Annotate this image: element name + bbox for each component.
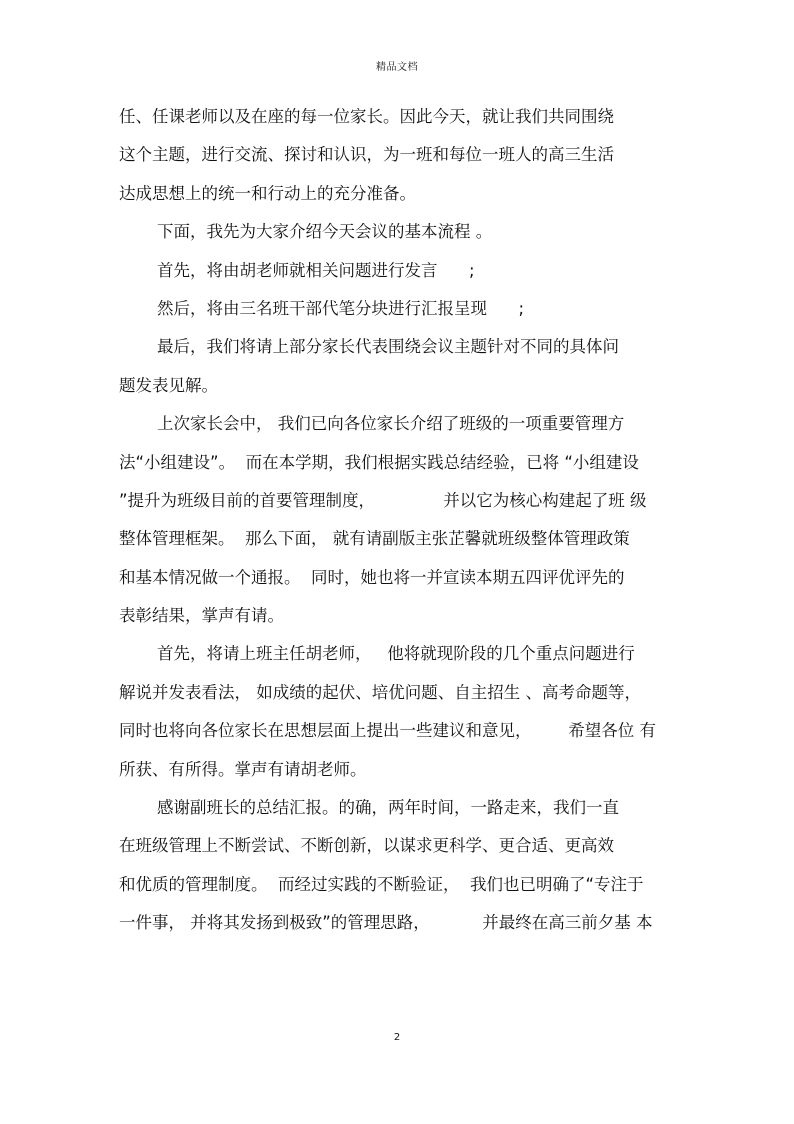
text-line: 和基本情况做一个通报。 同时，她也将一并宣读本期五四评优评先的 [119,567,625,587]
text-line: 题发表见解。 [119,375,218,395]
paragraph [119,219,679,257]
text-line: 法“小组建设”。 而在本学期，我们根据实践总结经验，已将 “小组建设 [119,452,639,472]
text-line: 上次家长会中， 我们已向各位家长介绍了班级的一项重要管理方 [157,414,625,434]
text-line: 表彰结果，掌声有请。 [119,606,284,626]
paragraph [119,258,679,296]
text-line: ”提升为班级目前的首要管理制度， 并以它为核心构建起了班 级 [119,490,647,510]
text-line: 一件事， 并将其发扬到极致”的管理思路， 并最终在高三前夕基 本 [119,913,653,933]
paragraph [119,296,679,334]
text-line: 最后，我们将请上部分家长代表围绕会议主题针对不同的具体问 [157,337,619,357]
paragraph [119,641,679,795]
text-line: 感谢副班长的总结汇报。的确，两年时间，一路走来，我们一直 [157,798,619,818]
text-line: 达成思想上的统一和行动上的充分准备。 [119,183,416,203]
text-line: 首先，将请上班主任胡老师， 他将就现阶段的几个重点问题进行 [157,644,635,664]
page-header: 精品文档 [376,62,418,73]
text-line: 在班级管理上不断尝试、不断创新，以谋求更科学、更合适、更高效 [119,836,614,856]
document-body [119,104,679,949]
paragraph [119,104,679,219]
text-line: 整体管理框架。 那么下面， 就有请副版主张芷馨就班级整体管理政策 [119,529,630,549]
text-line: 解说并发表看法， 如成绩的起伏、培优问题、自主招生 、高考命题等， [119,682,641,702]
page-number: 2 [393,1032,401,1043]
text-line: 首先，将由胡老师就相关问题进行发言 ; [157,260,475,280]
text-line: 然后，将由三名班干部代笔分块进行汇报呈现 ; [157,298,525,318]
paragraph [119,334,679,411]
text-line: 和优质的管理制度。 而经过实践的不断验证， 我们也已明确了“专注于 [119,874,644,894]
text-line: 同时也将向各位家长在思想层面上提出一些建议和意见， 希望各位 有 [119,721,656,741]
paragraph [119,795,679,949]
text-line: 任、任课老师以及在座的每一位家长。因此今天，就让我们共同围绕 [119,107,614,126]
paragraph [119,411,679,641]
text-line: 所获、有所得。掌声有请胡老师。 [119,759,367,779]
text-line: 下面，我先为大家介绍今天会议的基本流程 。 [157,222,493,242]
text-line: 这个主题，进行交流、探讨和认识，为一班和每位一班人的高三生活 [119,145,614,165]
